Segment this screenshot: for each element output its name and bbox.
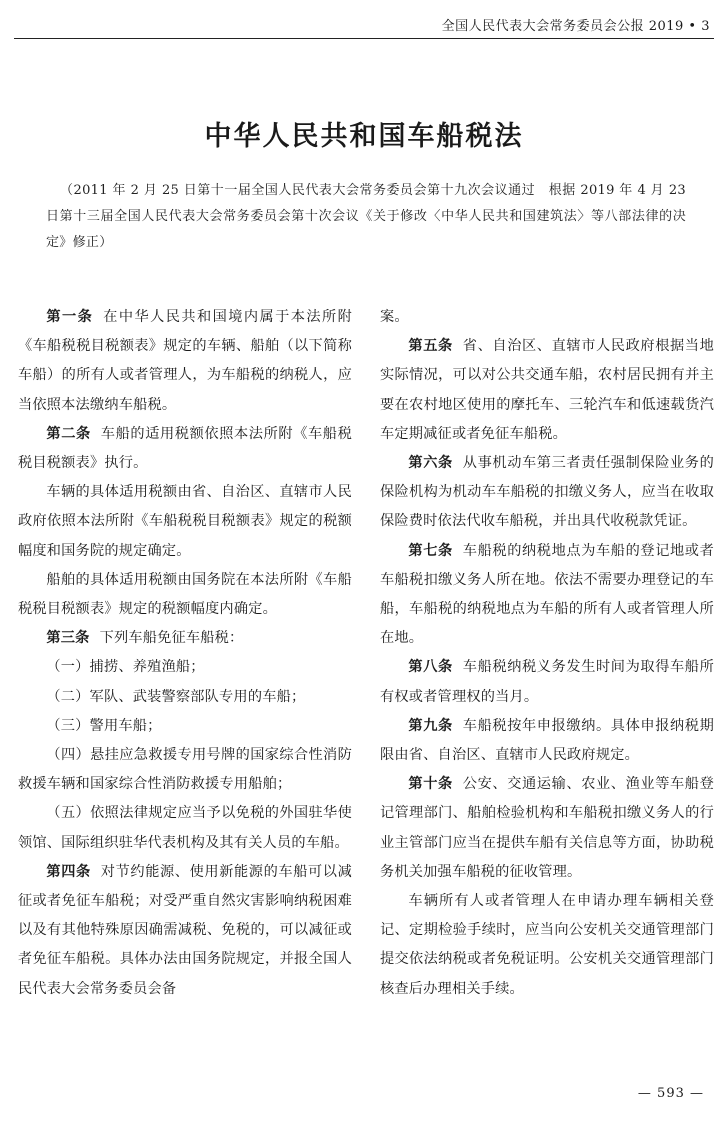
page-header bbox=[14, 6, 714, 39]
article-text: 对节约能源、使用新能源的车船可以减征或者免征车船税；对受严重自然灾害影响纳税困难以及有其他特殊原因确需减税、免税的，可以减征或者免征车船税。具体办法由国务院规定，并报全国人民代表大会常务委员会备 bbox=[18, 863, 352, 997]
article-text: 车船税的纳税地点为车船的登记地或者车船税扣缴义务人所在地。依法不需要办理登记的车船，车船税的纳税地点为车船的所有人或者管理人所在地。 bbox=[380, 542, 714, 647]
article-4 bbox=[18, 858, 352, 1004]
article-label: 第六条 bbox=[408, 455, 453, 472]
page-number: — 593 — bbox=[637, 1086, 704, 1101]
article-1 bbox=[18, 303, 352, 420]
document-title: 中华人民共和国车船税法 bbox=[204, 121, 524, 152]
paragraph: 车辆的具体适用税额由省、自治区、直辖市人民政府依照本法所附《车船税税目税额表》规定的税额幅度和国务院的规定确定。 bbox=[18, 484, 352, 559]
list-item: （一）捕捞、养殖渔船； bbox=[46, 659, 205, 676]
header-text: 全国人民代表大会常务委员会公报 2019 • 3 bbox=[441, 19, 710, 34]
paragraph: 船舶的具体适用税额由国务院在本法所附《车船税税目税额表》规定的税额幅度内确定。 bbox=[18, 571, 352, 618]
article-text: 车船税按年申报缴纳。具体申报纳税期限由省、自治区、直辖市人民政府规定。 bbox=[380, 717, 714, 764]
article-8 bbox=[380, 653, 714, 711]
paragraph: 车辆所有人或者管理人在申请办理车辆相关登记、定期检验手续时，应当向公安机关交通管理部门提交依法纳税或者免税证明。公安机关交通管理部门核查后办理相关手续。 bbox=[380, 893, 714, 997]
adoption-note: （2011 年 2 月 25 日第十一届全国人民代表大会常务委员会第十九次会议通过 根据 2019 年 4 月 23 日第十三届全国人民代表大会常务委员会第十次会议《关于修改〈中华人民共和国建筑法〉等八部法律的决定》修正） bbox=[46, 183, 686, 250]
article-text: 在中华人民共和国境内属于本法所附《车船税税目税额表》规定的车辆、船舶（以下简称车船）的所有人或者管理人，为车船税的纳税人，应当依照本法缴纳车船税。 bbox=[18, 309, 352, 413]
list-item: （四）悬挂应急救援专用号牌的国家综合性消防救援车辆和国家综合性消防救援专用船舶； bbox=[18, 747, 352, 793]
article-label: 第三条 bbox=[46, 630, 90, 647]
article-label: 第二条 bbox=[46, 425, 91, 442]
article-10 bbox=[380, 770, 714, 887]
article-label: 第四条 bbox=[46, 863, 91, 880]
article-label: 第八条 bbox=[408, 659, 453, 676]
paragraph-continuation: 案。 bbox=[380, 309, 409, 325]
article-label: 第十条 bbox=[408, 776, 453, 793]
article-text: 车船的适用税额依照本法所附《车船税税目税额表》执行。 bbox=[18, 425, 352, 472]
article-text: 从事机动车第三者责任强制保险业务的保险机构为机动车车船税的扣缴义务人，应当在收取保险费时依法代收车船税，并出具代收税款凭证。 bbox=[380, 455, 714, 530]
article-2 bbox=[18, 420, 352, 478]
article-7 bbox=[380, 537, 714, 654]
article-label: 第七条 bbox=[408, 542, 453, 559]
list-item: （五）依照法律规定应当予以免税的外国驻华使领馆、国际组织驻华代表机构及其有关人员的车船。 bbox=[18, 805, 352, 851]
article-3 bbox=[18, 624, 352, 653]
article-6 bbox=[380, 449, 714, 537]
right-column bbox=[380, 303, 714, 1004]
article-label: 第五条 bbox=[408, 338, 453, 355]
article-text: 下列车船免征车船税： bbox=[99, 630, 244, 647]
left-column bbox=[18, 303, 352, 1004]
list-item: （二）军队、武装警察部队专用的车船； bbox=[46, 688, 306, 705]
article-text: 公安、交通运输、农业、渔业等车船登记管理部门、船舶检验机构和车船税扣缴义务人的行业主管部门应当在提供车船有关信息等方面，协助税务机关加强车船税的征收管理。 bbox=[380, 776, 714, 880]
article-label: 第九条 bbox=[408, 717, 453, 734]
article-text: 车船税纳税义务发生时间为取得车船所有权或者管理权的当月。 bbox=[380, 659, 714, 705]
article-text: 省、自治区、直辖市人民政府根据当地实际情况，可以对公共交通车船，农村居民拥有并主要在农村地区使用的摩托车、三轮汽车和低速载货汽车定期减征或者免征车船税。 bbox=[380, 338, 714, 442]
article-label: 第一条 bbox=[46, 309, 94, 325]
list-item: （三）警用车船； bbox=[46, 717, 162, 734]
article-9 bbox=[380, 712, 714, 770]
article-5 bbox=[380, 332, 714, 449]
